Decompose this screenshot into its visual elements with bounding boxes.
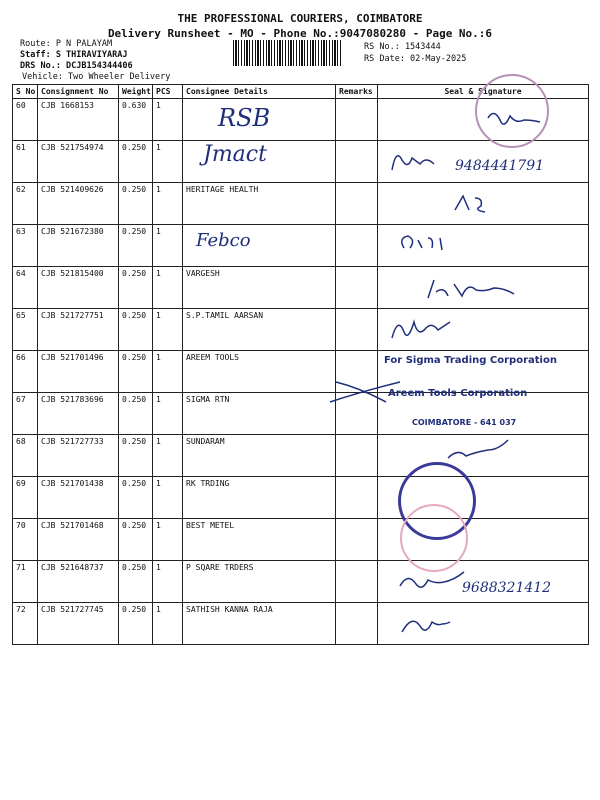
cell-weight: 0.250 (119, 435, 153, 477)
cell-consignee: S.P.TAMIL AARSAN (183, 309, 336, 351)
cell-weight: 0.630 (119, 99, 153, 141)
stamp-areem: Areem Tools Corporation (388, 388, 528, 399)
cell-sno: 63 (13, 225, 38, 267)
cell-pcs: 1 (153, 393, 183, 435)
company-title: THE PROFESSIONAL COURIERS, COIMBATORE (177, 12, 423, 25)
cell-pcs: 1 (153, 141, 183, 183)
signature-65 (392, 322, 450, 338)
cell-weight: 0.250 (119, 477, 153, 519)
signature-61 (392, 156, 434, 170)
cell-sno: 69 (13, 477, 38, 519)
cell-weight: 0.250 (119, 519, 153, 561)
cell-weight: 0.250 (119, 561, 153, 603)
rs-number: RS No.: 1543444 (364, 42, 441, 52)
signature-64 (428, 280, 514, 298)
signature-72 (402, 621, 450, 632)
signature-63 (402, 236, 442, 250)
handwritten-rsb: RSB (218, 104, 271, 132)
cell-sno: 66 (13, 351, 38, 393)
cell-consignee: SATHISH KANNA RAJA (183, 603, 336, 645)
cell-weight: 0.250 (119, 309, 153, 351)
cell-pcs: 1 (153, 477, 183, 519)
handwritten-jmact: Jmact (203, 142, 267, 167)
cell-pcs: 1 (153, 99, 183, 141)
col-seal: Seal & Signature (378, 85, 589, 99)
cell-consignment: CJB 521409626 (38, 183, 119, 225)
cell-pcs: 1 (153, 519, 183, 561)
cell-pcs: 1 (153, 309, 183, 351)
cell-consignee: BEST METEL (183, 519, 336, 561)
stamp-seal-pink (400, 504, 468, 572)
cell-weight: 0.250 (119, 225, 153, 267)
rs-date: RS Date: 02-May-2025 (364, 54, 467, 64)
cell-pcs: 1 (153, 351, 183, 393)
cell-sno: 62 (13, 183, 38, 225)
col-consignee: Consignee Details (183, 85, 336, 99)
signature-71 (400, 572, 464, 587)
cell-consignee: SUNDARAM (183, 435, 336, 477)
cell-sno: 61 (13, 141, 38, 183)
cell-consignment: CJB 521783696 (38, 393, 119, 435)
stamp-areem-address: COIMBATORE - 641 037 (412, 418, 517, 427)
cell-sno: 71 (13, 561, 38, 603)
stamp-sigma: For Sigma Trading Corporation (384, 355, 557, 366)
cell-consignee: AREEM TOOLS (183, 351, 336, 393)
route-label: Route: P N PALAYAM (20, 39, 113, 49)
cell-weight: 0.250 (119, 267, 153, 309)
cell-sno: 65 (13, 309, 38, 351)
cell-consignment: CJB 521727745 (38, 603, 119, 645)
cell-consignee: HERITAGE HEALTH (183, 183, 336, 225)
cell-consignment: CJB 521727751 (38, 309, 119, 351)
cell-consignment: CJB 521701496 (38, 351, 119, 393)
cell-weight: 0.250 (119, 183, 153, 225)
cell-consignment: CJB 521701438 (38, 477, 119, 519)
vehicle-label: Vehicle: Two Wheeler Delivery (22, 72, 171, 82)
signature-62 (455, 196, 485, 212)
drs-label: DRS No.: DCJB154344406 (20, 61, 133, 71)
cell-consignment: CJB 521672380 (38, 225, 119, 267)
handwritten-phone-1: 9484441791 (455, 158, 545, 174)
handwritten-phone-2: 9688321412 (462, 580, 552, 596)
col-consignment: Consignment No (38, 85, 119, 99)
cell-weight: 0.250 (119, 393, 153, 435)
cell-consignment: CJB 521648737 (38, 561, 119, 603)
cell-consignee: P SQARE TRDERS (183, 561, 336, 603)
cell-pcs: 1 (153, 561, 183, 603)
cell-consignment: CJB 521815400 (38, 267, 119, 309)
staff-label: Staff: S THIRAVIYARAJ (20, 50, 128, 60)
col-weight: Weight (119, 85, 153, 99)
cell-sno: 72 (13, 603, 38, 645)
handwritten-febco: Febco (196, 230, 251, 251)
cell-weight: 0.250 (119, 603, 153, 645)
cell-consignment: CJB 521727733 (38, 435, 119, 477)
cell-pcs: 1 (153, 225, 183, 267)
cell-weight: 0.250 (119, 141, 153, 183)
stamp-seal-top (475, 74, 549, 148)
cell-sno: 68 (13, 435, 38, 477)
cell-pcs: 1 (153, 267, 183, 309)
cell-consignment: CJB 521701468 (38, 519, 119, 561)
cell-sno: 60 (13, 99, 38, 141)
col-sno: S No (13, 85, 38, 99)
col-remarks: Remarks (336, 85, 378, 99)
cell-pcs: 1 (153, 603, 183, 645)
cell-sno: 64 (13, 267, 38, 309)
cell-consignment: CJB 1668153 (38, 99, 119, 141)
cell-consignee: SIGMA RTN (183, 393, 336, 435)
runsheet-subtitle: Delivery Runsheet - MO - Phone No.:9047080280 - Page No.:6 (107, 27, 493, 40)
cell-consignment: CJB 521754974 (38, 141, 119, 183)
cell-sno: 70 (13, 519, 38, 561)
cell-weight: 0.250 (119, 351, 153, 393)
cell-consignee: RK TRDING (183, 477, 336, 519)
signature-69 (448, 440, 508, 458)
cell-consignee: VARGESH (183, 267, 336, 309)
cell-pcs: 1 (153, 435, 183, 477)
cell-pcs: 1 (153, 183, 183, 225)
cell-sno: 67 (13, 393, 38, 435)
col-pcs: PCS (153, 85, 183, 99)
